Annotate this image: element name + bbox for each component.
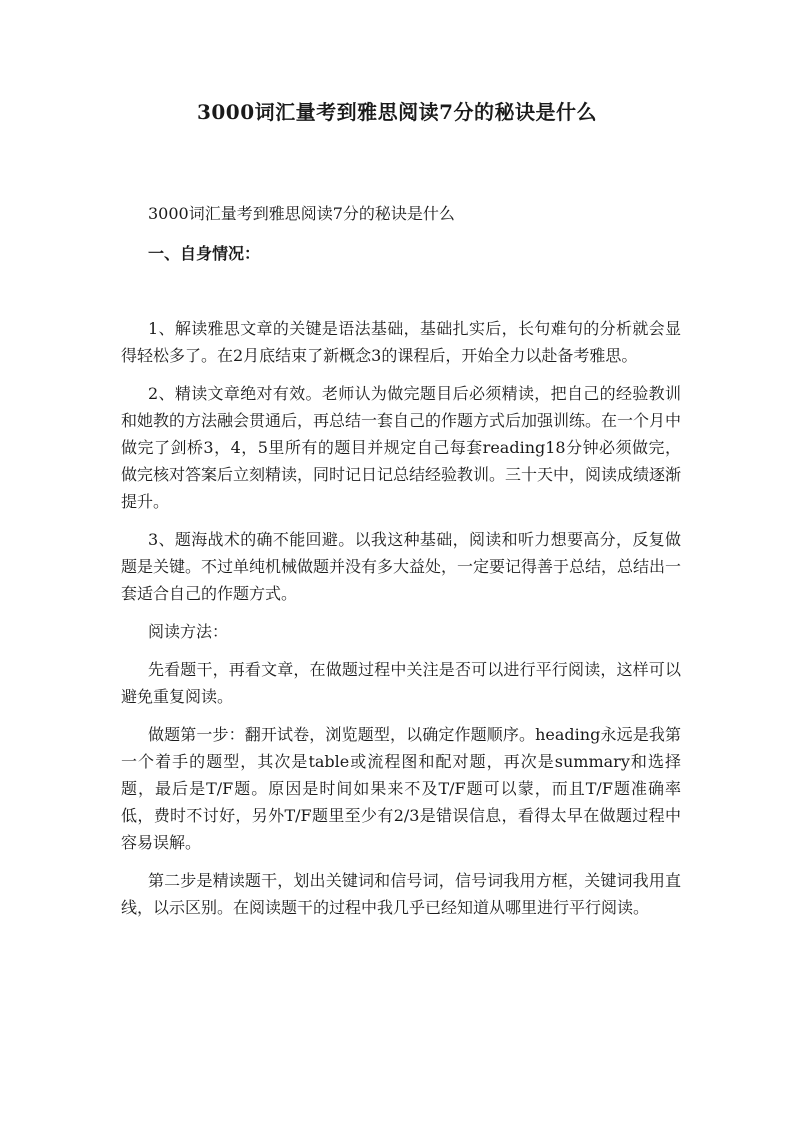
reading-method-heading: 阅读方法： [148, 622, 229, 641]
paragraph-4: 先看题干，再看文章，在做题过程中关注是否可以进行平行阅读，这样可以避免重复阅读。 [121, 660, 681, 706]
paragraph-3: 3、题海战术的确不能回避。以我这种基础，阅读和听力想要高分，反复做题是关键。不过单纯机械做题并没有多大益处，一定要记得善于总结，总结出一套适合自己的作题方式。 [121, 530, 682, 603]
paragraph-6: 第二步是精读题干，划出关键词和信号词，信号词我用方框，关键词我用直线，以示区别。在阅读题干的过程中我几乎已经知道从哪里进行平行阅读。 [121, 871, 681, 917]
paragraph-2: 2、精读文章绝对有效。老师认为做完题目后必须精读，把自己的经验教训和她教的方法融会贯通后，再总结一套自己的作题方式后加强训练。在一个月中做完了剑桥3，4，5里所有的题目并规定自己每套reading18分钟必须做完，做完核对答案后立刻精读，同时记日记总结经验教训。三十天中，阅读成绩逐渐提升。 [121, 384, 682, 511]
document-subtitle: 3000词汇量考到雅思阅读7分的秘诀是什么 [148, 204, 455, 223]
section-heading: 一、自身情况： [148, 244, 261, 263]
paragraph-1: 1、解读雅思文章的关键是语法基础，基础扎实后，长句难句的分析就会显得轻松多了。在2月底结束了新概念3的课程后，开始全力以赴备考雅思。 [121, 319, 681, 365]
paragraph-5: 做题第一步：翻开试卷，浏览题型，以确定作题顺序。heading永远是我第一个着手的题型，其次是table或流程图和配对题，再次是summary和选择题，最后是T/F题。原因是时间如果来不及T/F题可以蒙，而且T/F题准确率低，费时不讨好，另外T/F题里至少有2/3是错误信息，看得太早在做题过程中容易误解。 [121, 725, 681, 852]
document-body [121, 315, 681, 932]
document-title: 3000词汇量考到雅思阅读7分的秘诀是什么 [196, 100, 598, 124]
